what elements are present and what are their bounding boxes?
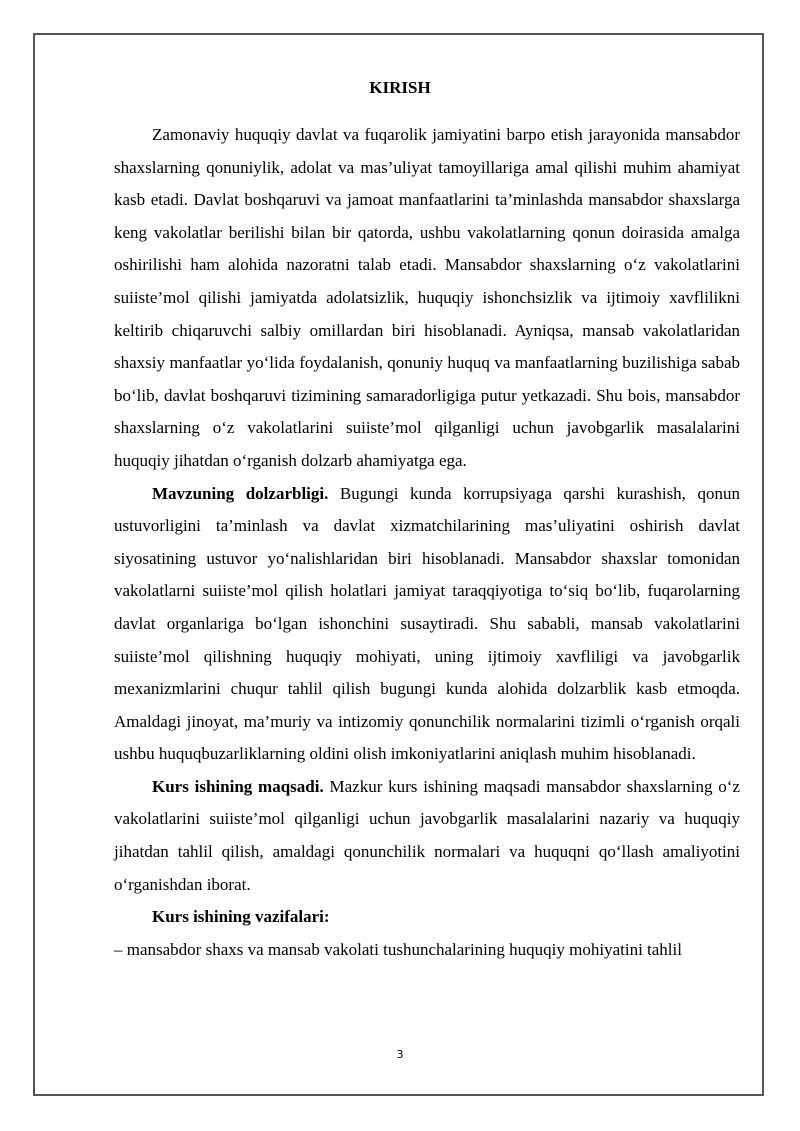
- page-number: 3: [396, 1048, 404, 1061]
- relevance-heading: Mavzuning dolzarbligi.: [152, 483, 329, 503]
- paragraph-text: Zamonaviy huquqiy davlat va fuqarolik jamiyatini barpo etish jarayonida mansabdor shaxslarning qonuniylik, adolat va mas’uliyat tamoyillariga amal qilishi muhim ahamiyat kasb etadi. Davlat boshqaruvi va jamoat manfaatlarini ta’minlashda mansabdor shaxslarga keng vakolatlar berilishi bilan bir qatorda, ushbu vakolatlarning qonun doirasida amalga oshirilishi ham alohida nazoratni talab etadi. Mansabdor shaxslarning o‘z vakolatlarini suiiste’mol qilishi jamiyatda adolatsizlik, huquqiy ishonchsizlik va ijtimoiy xavflilikni keltirib chiqaruvchi salbiy omillardan biri hisoblanadi. Ayniqsa, mansab vakolatlaridan shaxsiy manfaatlar yo‘lida foydalanish, qonuniy huquq va manfaatlarning buzilishiga sabab bo‘lib, davlat boshqaruvi tizimining samaradorligiga putur yetkazadi. Shu bois, mansabdor shaxslarning o‘z vakolatlarini suiiste’mol qilganligi uchun javobgarlik masalalarini huquqiy jihatdan o‘rganish dolzarb ahamiyatga ega.: [114, 125, 740, 470]
- list-item: – mansabdor shaxs va mansab vakolati tushunchalarining huquqiy mohiyatini tahlil: [114, 939, 682, 959]
- relevance-paragraph: [114, 478, 740, 771]
- goal-paragraph: [114, 771, 740, 901]
- paragraph-text: Bugungi kunda korrupsiyaga qarshi kurashish, qonun ustuvorligini ta’minlash va davlat xizmatchilarining mas’uliyatini oshirish davlat siyosatining ustuvor yo‘nalishlaridan biri hisoblanadi. Mansabdor shaxslar tomonidan vakolatlarni suiiste’mol qilish holatlari jamiyat taraqqiyotiga to‘siq bo‘lib, fuqarolarning davlat organlariga bo‘lgan ishonchini susaytiradi. Shu sababli, mansab vakolatlarini suiiste’mol qilishning huquqiy mohiyati, uning ijtimoiy xavfliligi va javobgarlik mexanizmlarini chuqur tahlil qilish bugungi kunda alohida dolzarblik kasb etmoqda. Amaldagi jinoyat, ma’muriy va intizomiy qonunchilik normalarini tizimli o‘rganish orqali ushbu huquqbuzarliklarning oldini olish imkoniyatlarini aniqlash muhim hisoblanadi.: [114, 483, 740, 764]
- tasks-paragraph: [114, 901, 740, 934]
- page-title: KIRISH: [369, 78, 431, 97]
- intro-paragraph: [114, 119, 740, 478]
- goal-heading: Kurs ishining maqsadi.: [152, 776, 324, 796]
- tasks-heading: Kurs ishining vazifalari:: [152, 907, 330, 927]
- document-body: [114, 119, 740, 966]
- paragraph-text: Mazkur kurs ishining maqsadi mansabdor shaxslarning o‘z vakolatlarini suiiste’mol qilganligi uchun javobgarlik masalalarini nazariy va huquqiy jihatdan tahlil qilish, amaldagi qonunchilik normalari va huquqni qo‘llash amaliyotini o‘rganishdan iborat.: [114, 776, 740, 894]
